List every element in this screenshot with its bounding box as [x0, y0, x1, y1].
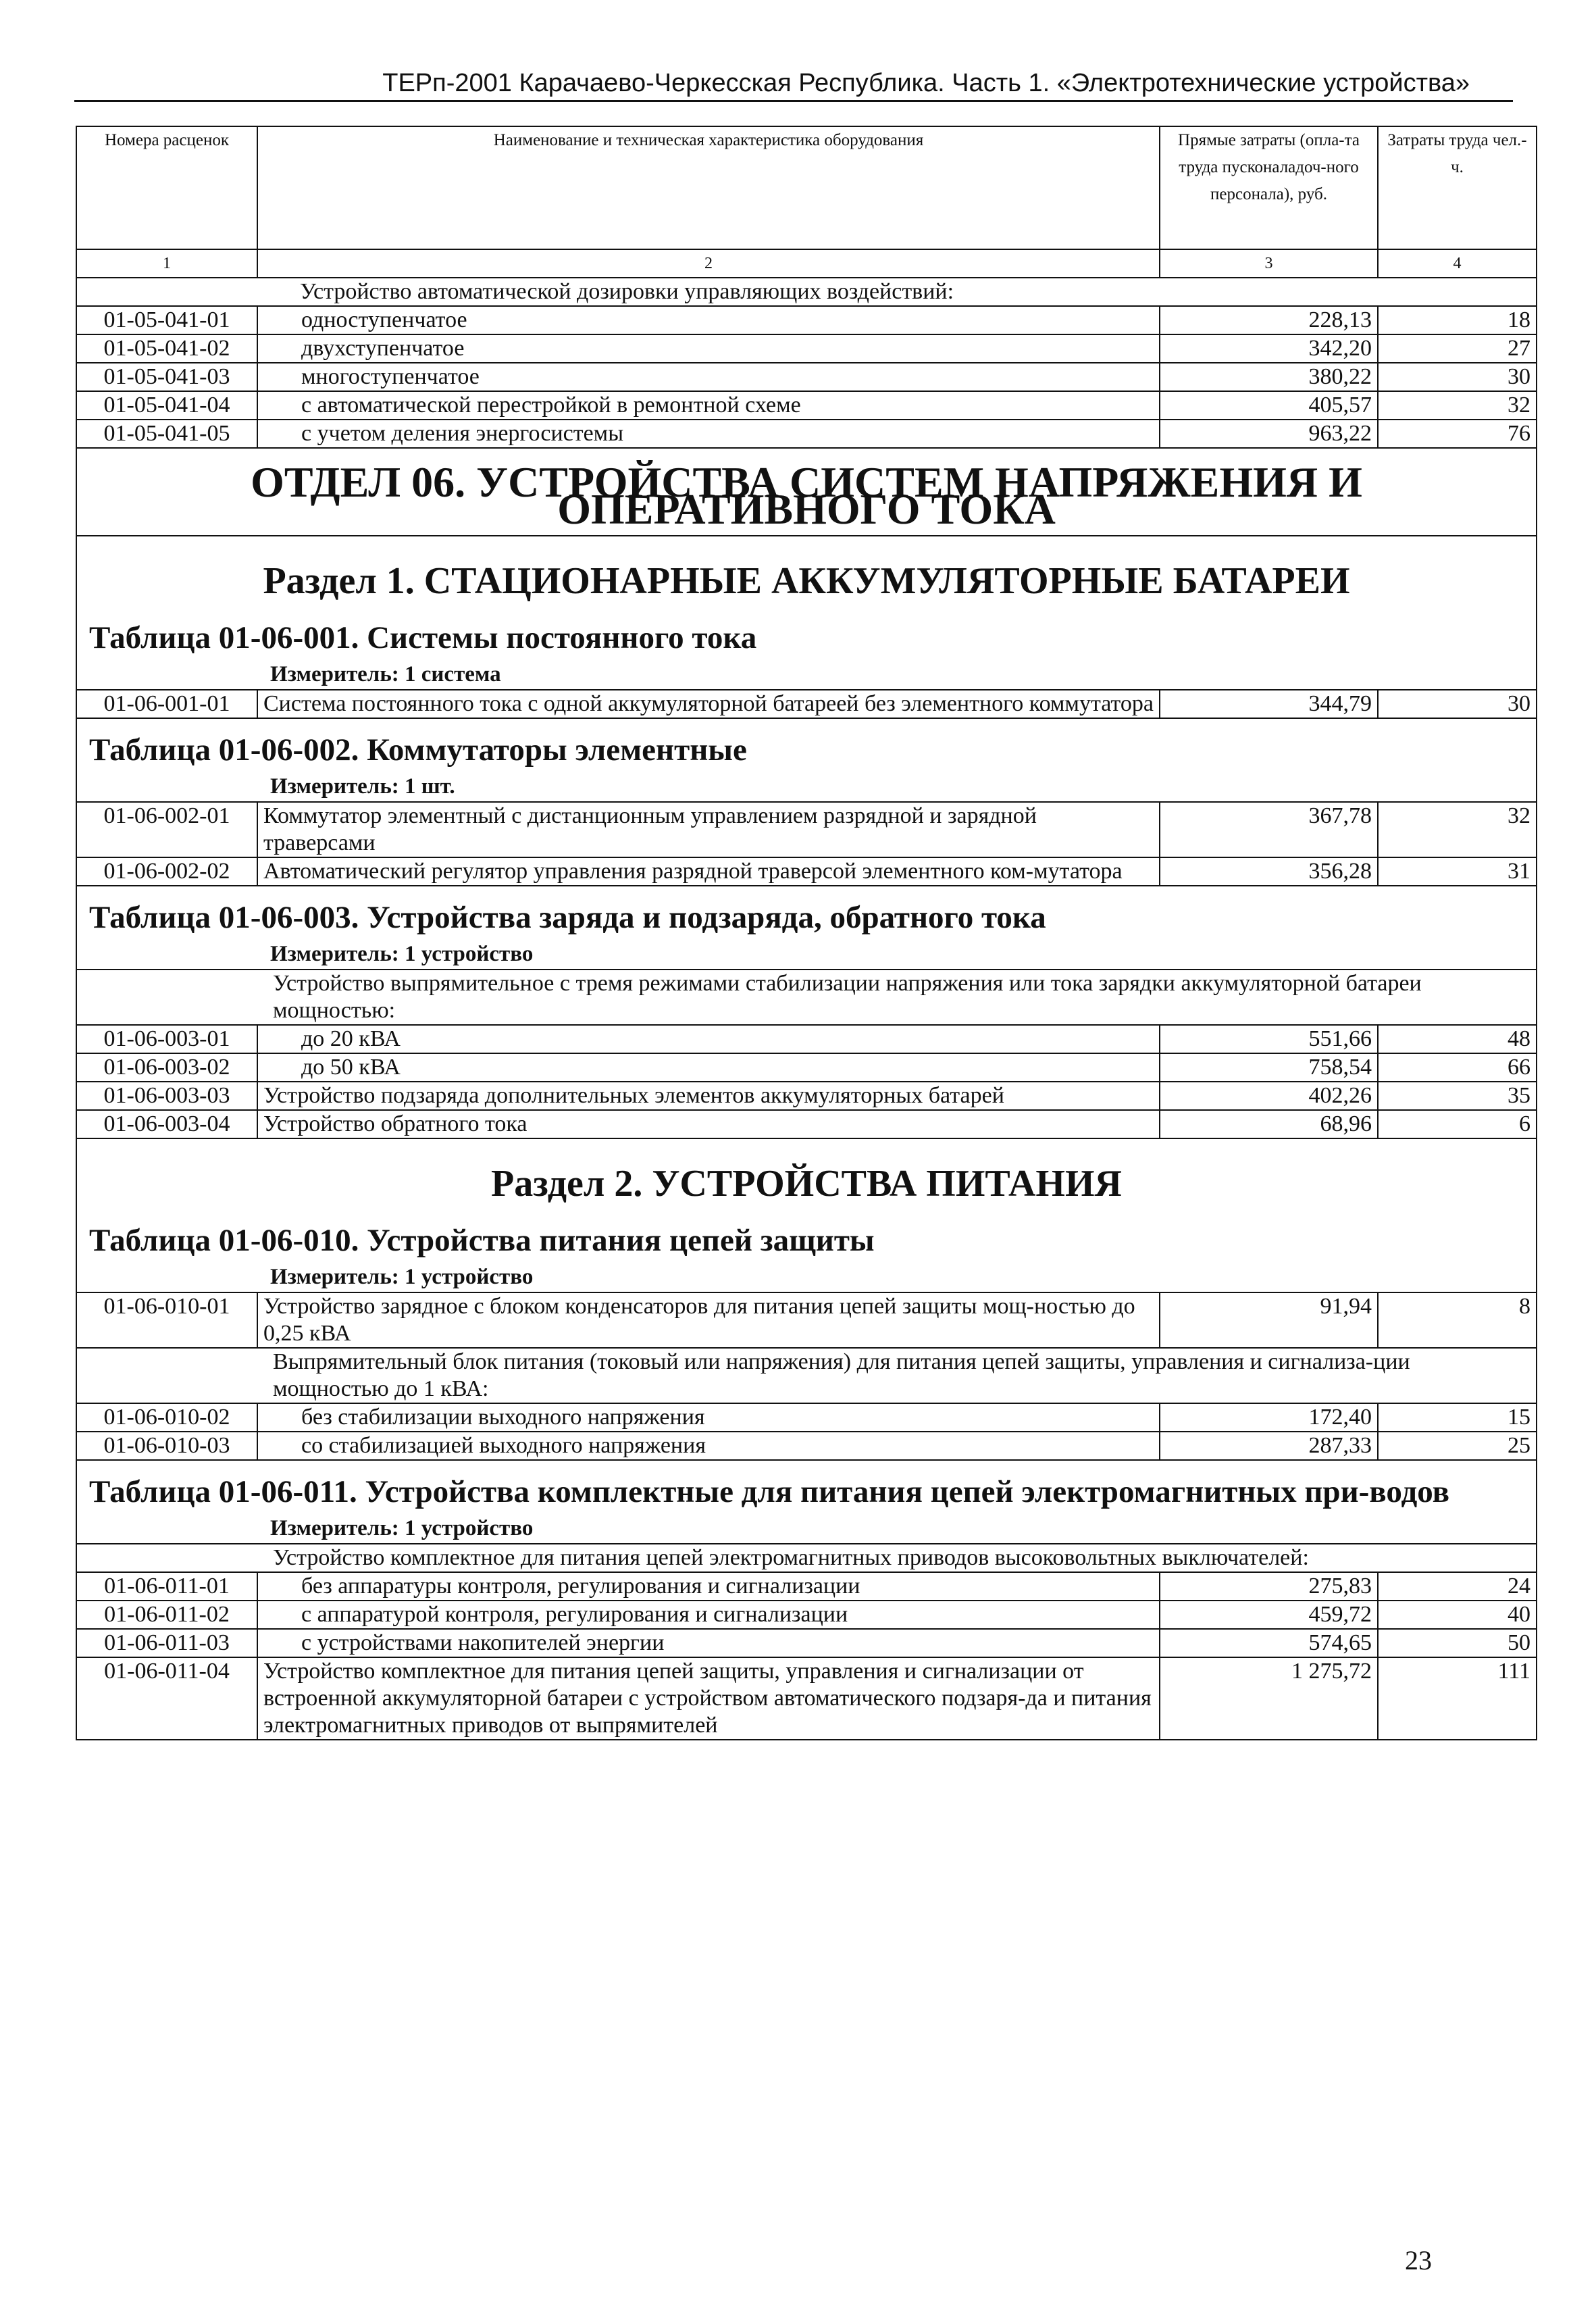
group-row — [76, 278, 1537, 306]
rate-labor: 25 — [1378, 1432, 1537, 1460]
rate-code: 01-05-041-05 — [76, 420, 257, 448]
group-title: Устройство комплектное для питания цепей электромагнитных приводов высоковольтных выключателей: — [76, 1544, 1537, 1572]
rate-name: до 50 кВА — [257, 1053, 1160, 1082]
rate-cost: 68,96 — [1160, 1110, 1378, 1138]
rows-t003 — [76, 1025, 1537, 1138]
rate-code: 01-06-003-02 — [76, 1053, 257, 1082]
rows-top — [76, 306, 1537, 448]
table-row — [76, 1025, 1537, 1053]
group-title: Устройство автоматической дозировки управляющих воздействий: — [76, 278, 1537, 306]
rate-name: с аппаратурой контроля, регулирования и сигнализации — [257, 1601, 1160, 1629]
group-row — [76, 970, 1537, 1025]
rate-name: одноступенчатое — [257, 306, 1160, 334]
rate-labor: 48 — [1378, 1025, 1537, 1053]
rate-labor: 50 — [1378, 1629, 1537, 1657]
column-number: 2 — [257, 249, 1160, 278]
document-title: ТЕРп-2001 Карачаево-Черкесская Республика. Часть 1. «Электротехнические устройства» — [382, 69, 1470, 97]
rate-cost: 228,13 — [1160, 306, 1378, 334]
column-number-row — [76, 249, 1537, 278]
rate-labor: 6 — [1378, 1110, 1537, 1138]
rate-cost: 459,72 — [1160, 1601, 1378, 1629]
table-title: Таблица 01-06-010. Устройства питания цепей защиты — [76, 1209, 1537, 1259]
section-title: Раздел 1. СТАЦИОНАРНЫЕ АККУМУЛЯТОРНЫЕ БАТАРЕИ — [76, 536, 1537, 607]
rate-name: Устройство подзаряда дополнительных элементов аккумуляторных батарей — [257, 1082, 1160, 1110]
rate-name: Система постоянного тока с одной аккумуляторной батареей без элементного коммутатора — [257, 690, 1160, 718]
table-row — [76, 1082, 1537, 1110]
rate-name: Автоматический регулятор управления разрядной траверсой элементного ком-мутатора — [257, 857, 1160, 886]
rate-code: 01-06-010-01 — [76, 1292, 257, 1348]
rate-cost: 402,26 — [1160, 1082, 1378, 1110]
rate-code: 01-06-002-02 — [76, 857, 257, 886]
table-row — [76, 334, 1537, 363]
rows-t001 — [76, 690, 1537, 718]
rate-cost: 342,20 — [1160, 334, 1378, 363]
measure-unit: Измеритель: 1 шт. — [76, 769, 1537, 802]
table-row — [76, 1629, 1537, 1657]
rate-cost: 275,83 — [1160, 1572, 1378, 1601]
group-title: Выпрямительный блок питания (токовый или напряжения) для питания цепей защиты, управления и сигнализа-ции мощностью до 1 кВА: — [76, 1348, 1537, 1403]
page-header — [74, 65, 1513, 102]
table-row — [76, 1657, 1537, 1740]
rate-code: 01-06-011-02 — [76, 1601, 257, 1629]
rate-cost: 91,94 — [1160, 1292, 1378, 1348]
measure-row — [76, 1511, 1537, 1544]
rate-name: Устройство обратного тока — [257, 1110, 1160, 1138]
rows-t002 — [76, 802, 1537, 886]
rate-name: многоступенчатое — [257, 363, 1160, 391]
measure-unit: Измеритель: 1 устройство — [76, 1259, 1537, 1292]
rate-code: 01-05-041-01 — [76, 306, 257, 334]
rate-labor: 76 — [1378, 420, 1537, 448]
column-header-cost: Прямые затраты (опла-та труда пусконаладоч-ного персонала), руб. — [1160, 126, 1378, 249]
rate-name: двухступенчатое — [257, 334, 1160, 363]
rate-labor: 30 — [1378, 363, 1537, 391]
table-row — [76, 802, 1537, 857]
column-header-labor: Затраты труда чел.-ч. — [1378, 126, 1537, 249]
rate-code: 01-06-011-01 — [76, 1572, 257, 1601]
section-title: Раздел 2. УСТРОЙСТВА ПИТАНИЯ — [76, 1138, 1537, 1209]
rate-name: с учетом деления энергосистемы — [257, 420, 1160, 448]
measure-row — [76, 1259, 1537, 1292]
rate-name: с автоматической перестройкой в ремонтной схеме — [257, 391, 1160, 420]
group-row — [76, 1348, 1537, 1403]
table-row — [76, 1432, 1537, 1460]
rate-cost: 1 275,72 — [1160, 1657, 1378, 1740]
table-row — [76, 690, 1537, 718]
rate-code: 01-06-003-01 — [76, 1025, 257, 1053]
rate-labor: 24 — [1378, 1572, 1537, 1601]
rate-code: 01-06-010-03 — [76, 1432, 257, 1460]
rate-labor: 32 — [1378, 802, 1537, 857]
rate-cost: 344,79 — [1160, 690, 1378, 718]
table-row — [76, 1601, 1537, 1629]
rows-t010 — [76, 1403, 1537, 1460]
group-row — [76, 1544, 1537, 1572]
rates-table — [76, 126, 1537, 1740]
group-title: Устройство выпрямительное с тремя режимами стабилизации напряжения или тока зарядки аккумуляторной батареи мощностью: — [76, 970, 1537, 1025]
rate-name: до 20 кВА — [257, 1025, 1160, 1053]
department-title: ОТДЕЛ 06. УСТРОЙСТВА СИСТЕМ НАПРЯЖЕНИЯ И ОПЕРАТИВНОГО ТОКА — [76, 448, 1537, 536]
table-row — [76, 1292, 1537, 1348]
rate-labor: 40 — [1378, 1601, 1537, 1629]
table-title-row — [76, 1460, 1537, 1511]
table-title: Таблица 01-06-011. Устройства комплектные для питания цепей электромагнитных при-водов — [76, 1460, 1537, 1511]
table-row — [76, 391, 1537, 420]
rate-cost: 287,33 — [1160, 1432, 1378, 1460]
rate-labor: 31 — [1378, 857, 1537, 886]
table-title-row — [76, 718, 1537, 769]
rate-cost: 172,40 — [1160, 1403, 1378, 1432]
table-row — [76, 857, 1537, 886]
rate-code: 01-06-003-04 — [76, 1110, 257, 1138]
rate-labor: 15 — [1378, 1403, 1537, 1432]
rate-cost: 574,65 — [1160, 1629, 1378, 1657]
measure-row — [76, 936, 1537, 970]
rate-name: Коммутатор элементный с дистанционным управлением разрядной и зарядной траверсами — [257, 802, 1160, 857]
rate-code: 01-06-002-01 — [76, 802, 257, 857]
rate-labor: 30 — [1378, 690, 1537, 718]
section-row — [76, 1138, 1537, 1209]
section-row — [76, 536, 1537, 607]
measure-unit: Измеритель: 1 система — [76, 657, 1537, 690]
measure-unit: Измеритель: 1 устройство — [76, 1511, 1537, 1544]
rate-cost: 758,54 — [1160, 1053, 1378, 1082]
rate-labor: 32 — [1378, 391, 1537, 420]
rate-cost: 380,22 — [1160, 363, 1378, 391]
table-row — [76, 1110, 1537, 1138]
rate-cost: 367,78 — [1160, 802, 1378, 857]
measure-row — [76, 769, 1537, 802]
column-header-name: Наименование и техническая характеристика оборудования — [257, 126, 1160, 249]
column-header-codes: Номера расценок — [76, 126, 257, 249]
rate-name: без стабилизации выходного напряжения — [257, 1403, 1160, 1432]
column-number: 4 — [1378, 249, 1537, 278]
table-title-row — [76, 886, 1537, 936]
rate-labor: 111 — [1378, 1657, 1537, 1740]
table-row — [76, 363, 1537, 391]
rate-code: 01-06-003-03 — [76, 1082, 257, 1110]
table-title: Таблица 01-06-002. Коммутаторы элементные — [76, 718, 1537, 769]
rate-cost: 963,22 — [1160, 420, 1378, 448]
table-row — [76, 1572, 1537, 1601]
rate-labor: 8 — [1378, 1292, 1537, 1348]
rate-code: 01-05-041-03 — [76, 363, 257, 391]
rate-name: с устройствами накопителей энергии — [257, 1629, 1160, 1657]
rate-labor: 35 — [1378, 1082, 1537, 1110]
table-row — [76, 420, 1537, 448]
rate-name: Устройство комплектное для питания цепей защиты, управления и сигнализации от встроенной аккумуляторной батареи с устройством автоматического подзаря-да и питания электромагнитных приводов от выпрямителей — [257, 1657, 1160, 1740]
rate-code: 01-05-041-04 — [76, 391, 257, 420]
rate-labor: 66 — [1378, 1053, 1537, 1082]
table-title: Таблица 01-06-001. Системы постоянного тока — [76, 607, 1537, 657]
table-row — [76, 306, 1537, 334]
measure-row — [76, 657, 1537, 690]
column-number: 1 — [76, 249, 257, 278]
table-row — [76, 1053, 1537, 1082]
rate-code: 01-05-041-02 — [76, 334, 257, 363]
rate-name: без аппаратуры контроля, регулирования и сигнализации — [257, 1572, 1160, 1601]
rate-cost: 405,57 — [1160, 391, 1378, 420]
table-title-row — [76, 607, 1537, 657]
table-title-row — [76, 1209, 1537, 1259]
rows-t011 — [76, 1572, 1537, 1740]
table-row — [76, 1403, 1537, 1432]
column-number: 3 — [1160, 249, 1378, 278]
rate-labor: 18 — [1378, 306, 1537, 334]
table-title: Таблица 01-06-003. Устройства заряда и подзаряда, обратного тока — [76, 886, 1537, 936]
rate-cost: 356,28 — [1160, 857, 1378, 886]
rate-code: 01-06-010-02 — [76, 1403, 257, 1432]
rate-code: 01-06-011-04 — [76, 1657, 257, 1740]
rate-name: со стабилизацией выходного напряжения — [257, 1432, 1160, 1460]
measure-unit: Измеритель: 1 устройство — [76, 936, 1537, 970]
rate-name: Устройство зарядное с блоком конденсаторов для питания цепей защиты мощ-ностью до 0,25 кВА — [257, 1292, 1160, 1348]
rate-labor: 27 — [1378, 334, 1537, 363]
department-row — [76, 448, 1537, 536]
page-number: 23 — [1405, 2245, 1432, 2275]
rate-code: 01-06-001-01 — [76, 690, 257, 718]
rate-code: 01-06-011-03 — [76, 1629, 257, 1657]
rate-cost: 551,66 — [1160, 1025, 1378, 1053]
column-header-row — [76, 126, 1537, 249]
